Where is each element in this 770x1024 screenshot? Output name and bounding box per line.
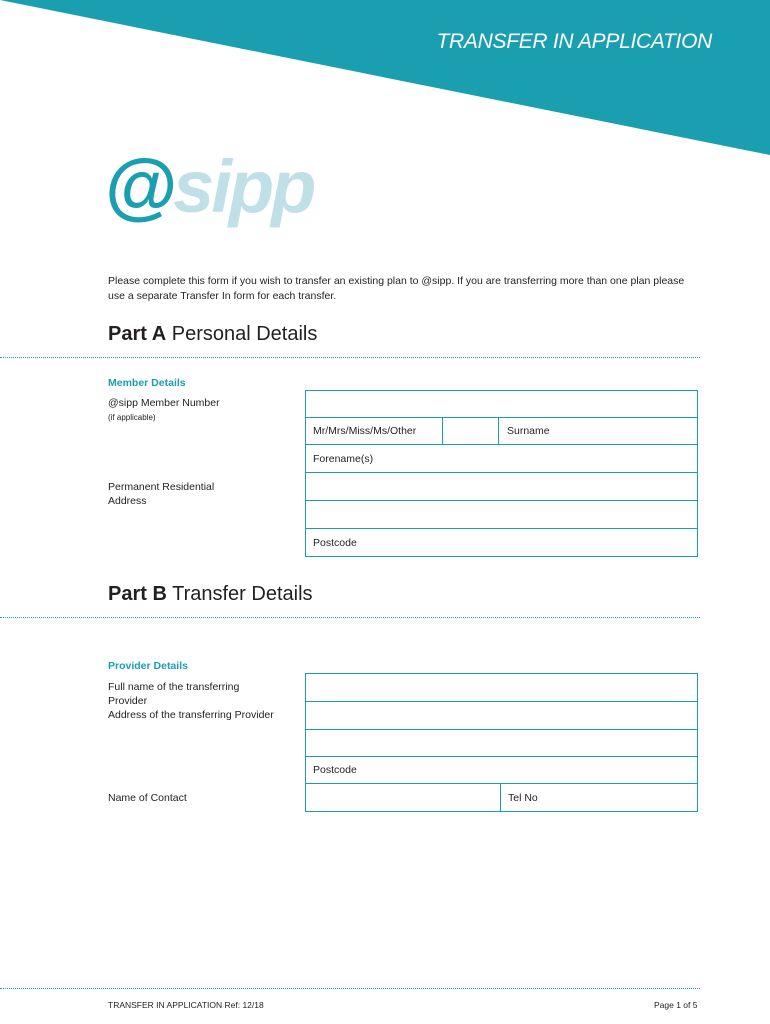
tel-no-field[interactable]: Tel No [500,783,698,812]
member-number-label: @sipp Member Number [108,397,220,409]
contact-name-input[interactable] [305,783,501,812]
member-number-note: (if applicable) [108,413,156,422]
form-title: TRANSFER IN APPLICATION [436,30,712,53]
member-details-heading: Member Details [108,377,186,389]
divider [0,357,700,358]
member-number-input[interactable] [305,390,698,418]
address-line-1-input[interactable] [305,472,698,501]
page-number: Page 1 of 5 [654,1000,698,1010]
part-b-title: Part B Transfer Details [108,583,313,605]
forenames-field[interactable]: Forename(s) [305,444,698,473]
address-label: Permanent Residential Address [108,481,215,507]
provider-address-line-2-input[interactable] [305,729,698,757]
intro-text: Please complete this form if you wish to transfer an existing plan to @sipp. If you are transferring more than one plan please use a separate Transfer In form for each transfer. [108,275,685,302]
title-input[interactable] [442,417,499,445]
contact-label: Name of Contact [108,792,187,804]
provider-postcode-field[interactable]: Postcode [305,756,698,784]
postcode-field[interactable]: Postcode [305,528,698,557]
address-line-2-input[interactable] [305,500,698,529]
provider-details-heading: Provider Details [108,660,188,672]
part-a-title: Part A Personal Details [108,323,318,345]
footer-ref: TRANSFER IN APPLICATION Ref: 12/18 [108,1000,264,1010]
provider-address-label: Address of the transferring Provider [108,709,274,721]
surname-field[interactable]: Surname [498,417,698,445]
footer-divider [0,988,700,989]
provider-address-line-1-input[interactable] [305,701,698,730]
header-banner [0,0,770,160]
title-field[interactable]: Mr/Mrs/Miss/Ms/Other [305,417,443,445]
provider-name-input[interactable] [305,673,698,702]
sipp-logo: @sipp [104,145,314,228]
provider-name-label: Full name of the transferring Provider [108,681,240,707]
divider [0,617,700,618]
